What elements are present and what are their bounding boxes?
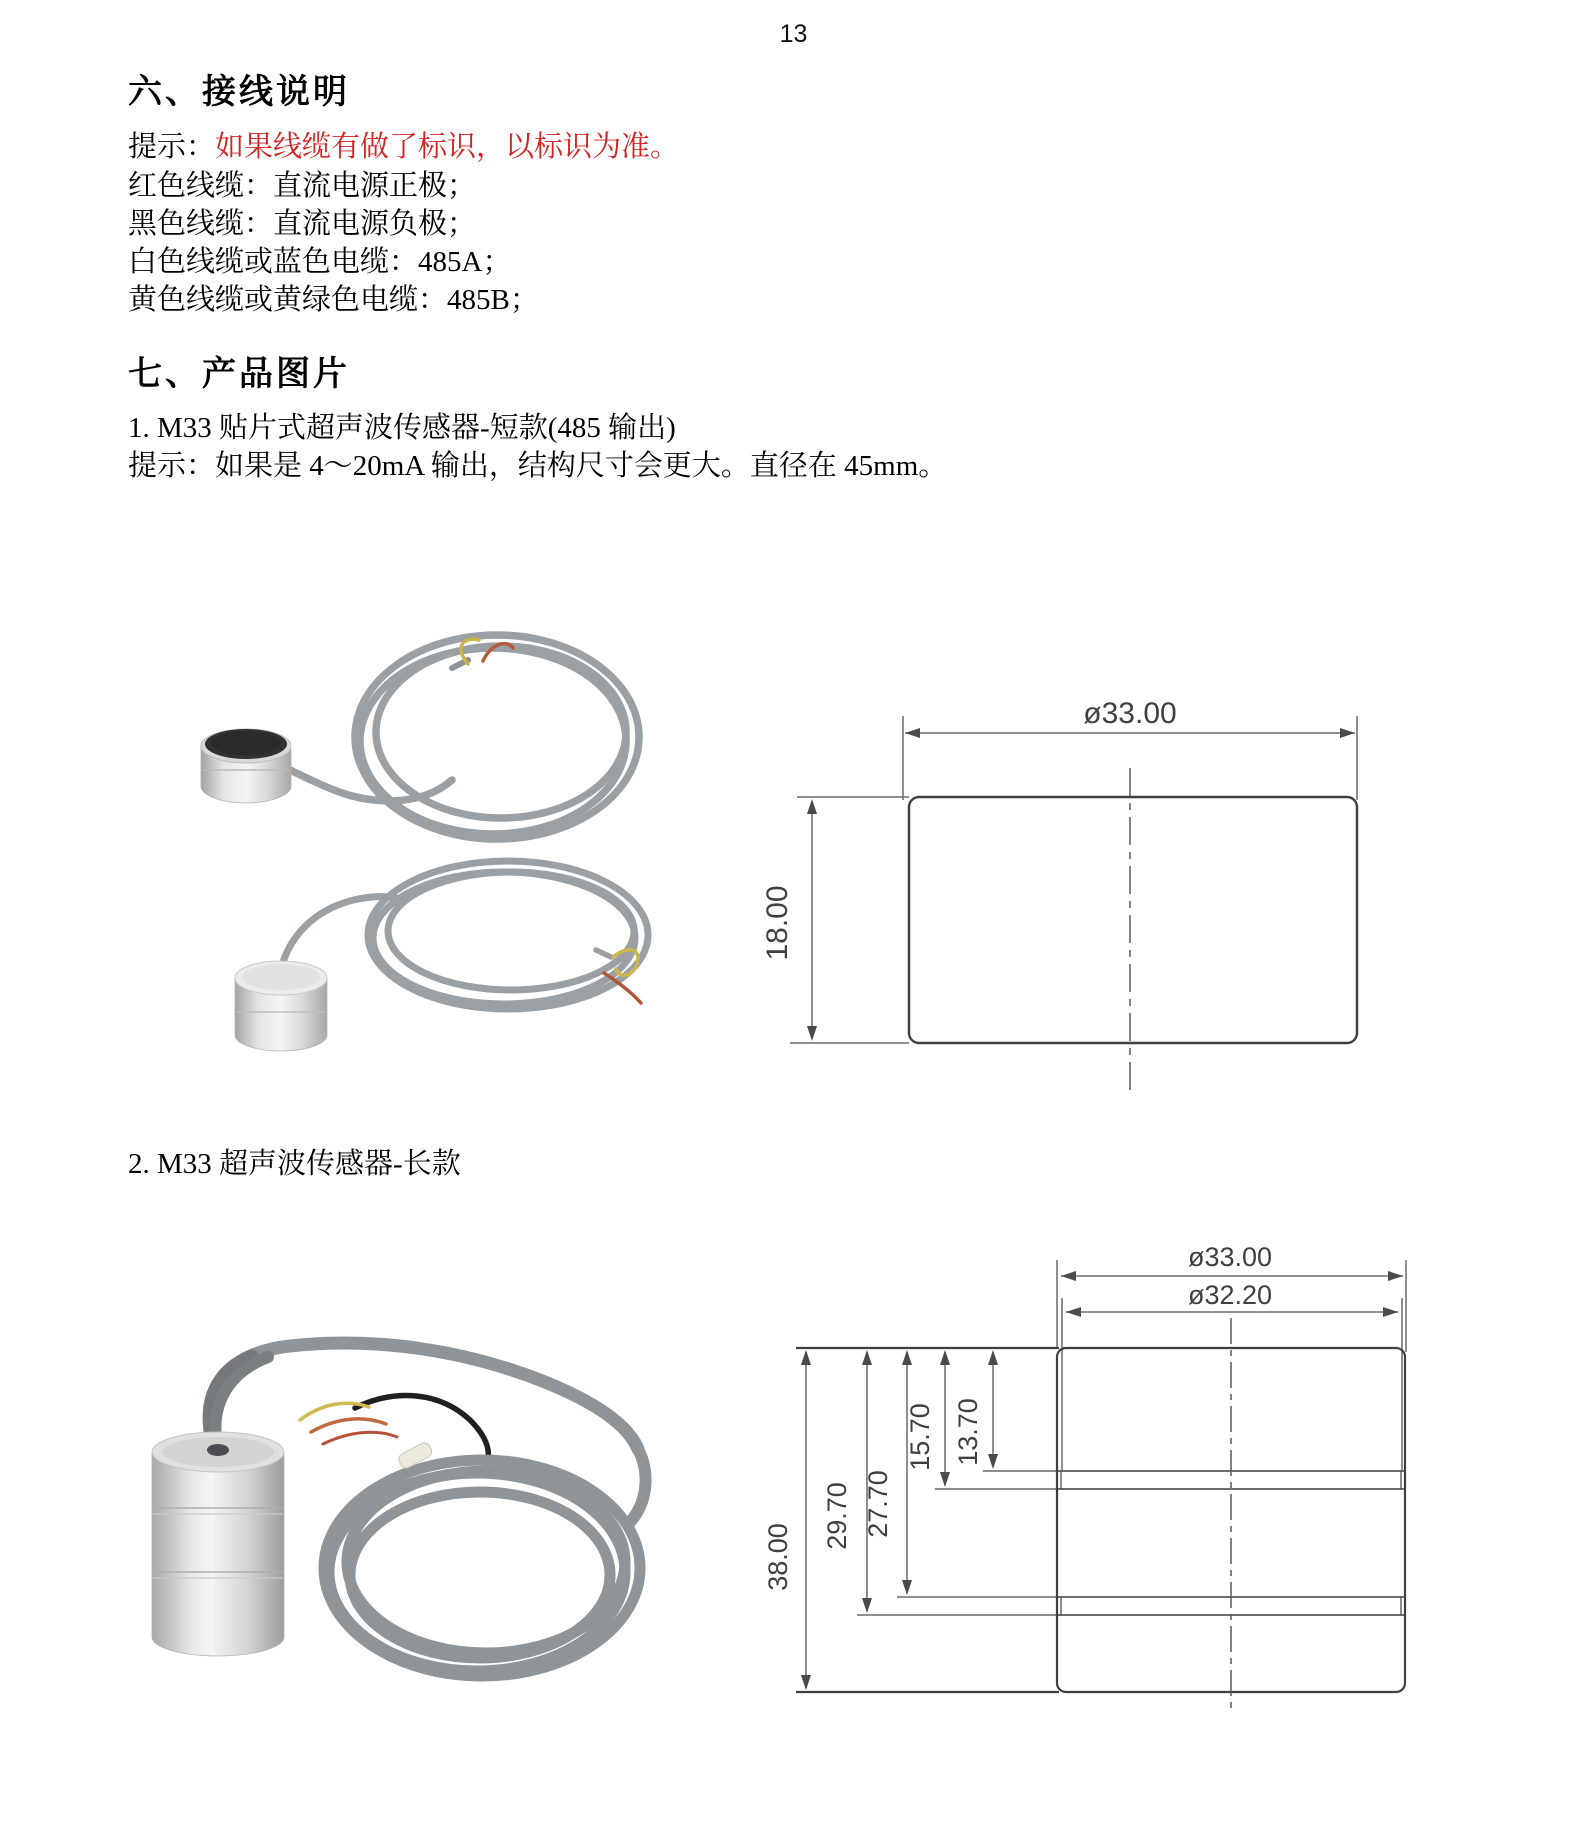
page-number: 13 — [779, 20, 808, 48]
product-item2-title: 2. M33 超声波传感器-长款 — [128, 1148, 461, 1180]
dimension-drawing-long — [740, 1237, 1440, 1737]
section-heading-wiring: 六、接线说明 — [128, 74, 350, 111]
dim-label-27-70: 27.70 — [863, 1470, 893, 1538]
cable-coil-top — [290, 635, 639, 839]
wire-ends-long — [300, 1396, 488, 1460]
product-photo-long — [110, 1240, 670, 1837]
drawing-long-dimension-lines — [806, 1260, 1406, 1688]
cable-coil-bottom — [283, 861, 648, 1009]
section-heading-products: 七、产品图片 — [128, 356, 350, 393]
wiring-line-black-cable: 黑色线缆：直流电源负极； — [128, 208, 477, 240]
dimension-drawing-short — [750, 680, 1430, 1100]
product-item1-title: 1. M33 贴片式超声波传感器-短款(485 输出) — [128, 412, 676, 444]
wiring-tip-line — [128, 124, 679, 165]
wiring-tip-prefix: 提示： — [128, 131, 216, 163]
drawing-short-arrows — [807, 728, 1355, 1041]
dim-label-15-70: 15.70 — [905, 1403, 935, 1471]
dim-label-diameter-short: ø33.00 — [1083, 697, 1177, 730]
product-photo-short — [150, 560, 670, 1120]
wiring-line-yellow-cable: 黄色线缆或黄绿色电缆：485B； — [128, 284, 539, 316]
product-item1-note: 提示：如果是 4～20mA 输出，结构尺寸会更大。直径在 45mm。 — [128, 450, 948, 482]
dim-label-inner-diameter: ø32.20 — [1187, 1280, 1273, 1310]
dim-label-13-70: 13.70 — [953, 1398, 983, 1466]
cable-entry-hole — [207, 1444, 229, 1456]
cable-coil-long — [324, 1460, 640, 1676]
dim-label-outer-diameter: ø33.00 — [1187, 1242, 1273, 1272]
wiring-tip-red-text: 如果线缆有做了标识，以标识为准。 — [215, 131, 680, 163]
drawing-short-body-outline — [909, 797, 1357, 1043]
drawing-short-dimension-lines — [790, 716, 1357, 1043]
dim-label-29-70: 29.70 — [822, 1482, 852, 1550]
wiring-line-white-cable: 白色线缆或蓝色电缆：485A； — [128, 246, 512, 278]
dim-label-38: 38.00 — [763, 1523, 793, 1591]
wiring-line-red-cable: 红色线缆：直流电源正极； — [128, 170, 477, 202]
sensor-long-body — [152, 1357, 284, 1656]
dim-label-height-short: 18.00 — [761, 885, 794, 961]
sensor-short-black-face — [201, 729, 291, 803]
sensor-short-metal — [235, 961, 327, 1051]
